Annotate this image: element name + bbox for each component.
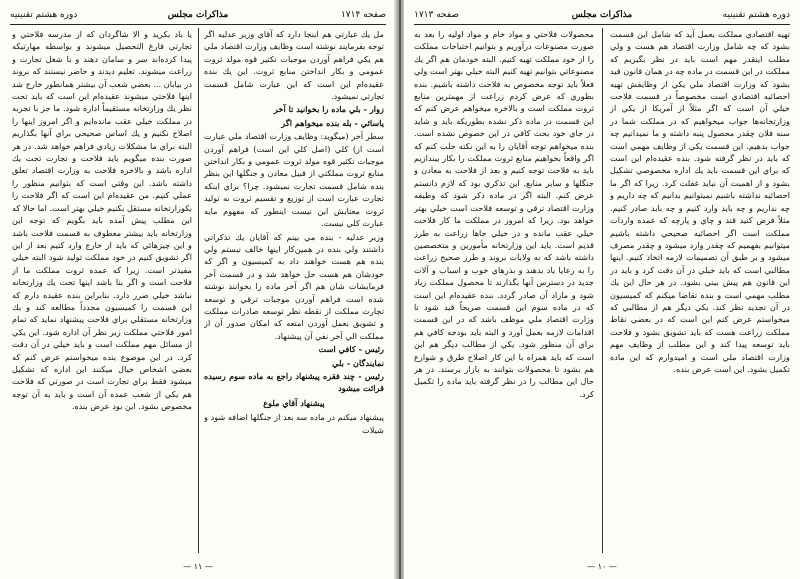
left-page-column-right bbox=[204, 28, 384, 553]
paragraph: يا باد بكريد و الا شاگردان كه از مدرسه فلاحتي و تجارتي فارغ التحصيل ميشوند و بواسطه مهارتيكه پيدا كرده‌اند سر و سامان دهند و با شغل تجارت و زراعت ميشوند. تعليم ديدند و حاضر نيستند كه بروند در بيابان ... بعضي شعب آن بيشتر همانطور خارج شد اينها فلاحتي ميشوند عقيده‌ام اين است كه بايد تحت نظر يك وزارتخانه مستقيماً اداره شود. ما جز با تجربه در مملكت خيلي عقب مانده‌ايم و اگر امروز اينها را اصلاح نكنيم و يك اساس صحيحي براي آنها بگذاريم البته براي ما مشكلات زيادي فراهم خواهد شد. در هر صورت بنده ميگويم بايد فلاحت و تجارت تحت يك اداره باشد و بالاخره فلاحت به وزارت اقتصاد تعلق داشته باشد. اين وقتي است كه بتوانيم منظور را عملي كنيم. من عقيده‌ام اين است كه اگر فلاحت را بكوزارتخانه مستقل بكنيم خيلي بهتر است. اما حالا كه اين مطلب پيش آمده بايد بگويم كه توجه اين وزارتخانه بايد بيشتر معطوف به قسمت فلاحت باشد و اين چيزهائي كه بايد از خارج وارد كنيم بعد از اين اگر تشويق كنيم در خود مملكت توليد شود البته خيلي مفيدتر است. زيرا كه عمده ثروت مملكت ما از فلاحت است و اگر بنا باشد اينها تحت يك وزارتخانه نباشد خيلي ضرر دارد. بنابراين بنده عقيده دارم كه اين قسمت را كميسيون مجدداً مطالعه كند و يك وزارتخانه مستقلي براي فلاحت پيشنهاد نمايد كه تمام امور فلاحتي مملكت زير نظر آن اداره شود. اين يكي از مسائل مهم مملكت است و بايد خيلي در آن دقت كرد. در اين موضوع بنده ميخواستم عرض كنم كه بعضي اشخاص خيال ميكنند اين اداره كه تشكيل ميشود فقط براي تجارت است در صورتي كه فلاحت هم يكي از شعب عمده آن است و بايد به آن توجه مخصوص بشود. اين بود عرض بنده. bbox=[12, 29, 192, 412]
left-page-column-left bbox=[12, 28, 192, 553]
left-header-rule bbox=[10, 24, 386, 25]
paragraph: محصولات فلاحتي و مواد خام و مواد اوليه را بعد به صورت مصنوعات درآوريم و بتوانيم احتياجات مملكت را از خود مملكت تهيه كنيم. البته خودمان هم اگر يك مصنوعاتي بتوانيم تهيه كنيم البته خيلي بهتر است ولي فعلاً بايد توجه مخصوص به فلاحت داشته باشيم. بنده بطوري كه عرض كردم زراعت از مهمترين منابع ثروت مملكت است و بالاخره ميخواهم عرض كنم كه اين قسمت در ماده ذكر نشده بطوريكه بايد و شايد در جاي خود بحث كافي در اين خصوص نشده است. بنده ميخواهم توجه آقايان را به اين نكته جلب كنم كه اگر واقعاً بخواهيم منابع ثروت مملكت را بكار بيندازيم بايد به فلاحت توجه كنيم و بعد از فلاحت به معادن و جنگلها و ساير منابع. اين تذكري بود كه لازم دانستم عرض كنم. البته اگر در ماده ذكر شود كه وظيفه وزارت اقتصاد ترقي و توسعه فلاحت است خيلي بهتر خواهد بود. زيرا كه امروز در مملكت ما كار فلاحت خيلي عقب مانده و در خيلي جاها زراعت به طرز قديم است. بايد اين وزارتخانه مأمورين و متخصصين داشته باشد كه به ولايات بروند و طرز صحيح زراعت را به رعايا ياد بدهند و بذرهاي خوب و اسباب و آلات جديد در دسترس آنها بگذارند تا محصول مملكت زياد شود و مازاد آن صادر گردد. بنده عقيده‌ام اين است كه در ماده سوم اين قسمت صريحاً قيد شود تا وزارت اقتصاد ملي موظف باشد كه در اين قسمت اقدامات لازمه بعمل آورد و البته بايد بودجه كافي هم براي آن منظور شود. يكي از مطالب ديگر هم اين است كه بايد همراه با اين كار اصلاح طرق و شوارع هم بشود تا محصولات بتوانند به بازار برسند. در هر حال اين مطالب را در نظر گرفته بايد ماده را تكميل كرد. bbox=[414, 29, 594, 399]
right-column-divider bbox=[602, 28, 603, 553]
right-page-title: مذاكرات مجلس bbox=[571, 10, 633, 20]
right-page-number: صفحه ۱۷۱۳ bbox=[414, 10, 460, 20]
speaker-line: ياسائي - بله بنده ميخواهم اگر bbox=[281, 117, 384, 128]
right-page-header bbox=[414, 8, 790, 22]
left-page-title: مذاكرات مجلس bbox=[167, 10, 229, 20]
paragraph: وزير عدليه - بنده مي بينم كه آقايان يك تذكراتي داشتند ولي بنده در همين‌كار اينها خالف نيستم ولي بنده هم هست خواهند داد به كميسيون و اگر كه خودشان هم هست حل خواهد شد و در قسمت آخر فرمايشات شان هم اگر آخر ماده را بخوانند نوشته شده است فراهم آوردن موجبات ترقي و توسعه تجارت مملكت از نقطه نظر توسعه صادرات مملكت و تشويق بعمل آوردن امتعه كه امكان صدور آن از مملكت الي آخر نفي آن پيشنهاد. bbox=[204, 231, 384, 341]
speaker-line: زوار - بلي ماده را بخوانيد تا آخر bbox=[273, 104, 384, 115]
paragraph: مل يك عبارتي هم اينجا دارد كه آقاي وزير عدليه اگر توجه بفرمايند نوشته است وظايف وزارت اقتصاد ملي هم يكي فراهم آوردن موجبات تكثير قوه مولد ثروت عمومي و بكار انداختن منابع ثروت. اين يك بنده عقيده‌ام اين است كه اين عبارت شامل قسمت تجارتي نميشود. bbox=[204, 29, 384, 102]
speaker-line: رئيس - كافي است bbox=[318, 344, 384, 355]
right-page-footer: — ۱۰ — bbox=[587, 562, 617, 571]
left-page-session: دوره هشتم تقنينيه bbox=[10, 10, 78, 20]
right-page-column-right bbox=[610, 28, 790, 553]
right-page-session: دوره هشتم تقنينيه bbox=[722, 10, 790, 20]
right-page bbox=[404, 0, 800, 579]
paragraph: سطر آخر (ميگويد: وظايف وزارت اقتصاد ملي عبارت است از) كلي (اصل كلي اين است) فراهم آوردن موجبات تكثير قوه مولد ثروت عمومي و بكار انداختن منابع ثروت مملكتي از قبيل معادن و جنگلها اين بنظر بنده شامل قسمت تجارت نميشود. چرا؟ براي اينكه تجارت عبارت است از توزيع و تقسيم ثروت نه توليد ثروت معنايش اين نيست اينطور كه مفهوم مايه عبارت كلي نيست. bbox=[204, 131, 384, 229]
right-page-column-left bbox=[414, 28, 594, 553]
left-page bbox=[0, 0, 396, 579]
left-page-footer: — ۱۱ — bbox=[183, 562, 213, 571]
left-column-divider bbox=[198, 28, 199, 553]
speaker-line: رئيس - چند فقره پيشنهاد راجع به ماده سوم رسيده قرائت ميشود bbox=[204, 370, 384, 394]
paragraph: تهيه اقتصادي مملكت بعمل آيد كه شامل اين قسمت بشود كه چه شامل وزارت اقتصاد هم هست و ولي مطلب اينقدر مهم است بايد در نظر بگيريم كه مملكت در اين قسمت در ماده چه در همان قانون قيد بشود كه وزارت اقتصاد ملي يكي از وظايفش تهيه احصائيه اقتصادي است مخصوصاً در قسمت فلاحت خيلي آن است كه اگر مثلاً از آمريكا از يكي از وزارتخانه‌ها جواب ميخواهيم كه در مملكت شما در سنه فلان چقدر محصول پنبه داشته و ما نميدانيم چه جواب بدهيم. اين قسمت يكي از وظايف مهمي است كه بايد در نظر گرفته شود. بنده عقيده‌ام اين است كه براي اين قسمت بايد يك اداره مخصوصي تشكيل بشود و از اهميت آن نبايد غفلت كرد. زيرا كه اگر ما احصائيه نداشته باشيم نميتوانيم بدانيم كه چه داريم و چه نداريم و چه بايد وارد كنيم و چه بايد صادر كنيم. مثلاً فرض كنيد قند و چاي و پارچه كه عمده واردات مملكت است اگر احصائيه صحيحي داشته باشيم ميتوانيم بفهميم كه چقدر وارد ميشود و چقدر مصرف ميشود و بر طبق آن تصميمات لازمه اتخاذ كنيم. اينها مطالبي است كه بايد خيلي در آن دقت كرد و بايد در اين قانون هم پيش بيني بشود. در هر حال اين يك مطلب مهمي است و بنده تقاضا ميكنم كه كميسيون در آن تجديد نظر كند. يكي ديگر هم از مطالبي كه ميخواستم عرض كنم اين است كه در بعضي نقاط مملكت زراعت هست كه بايد تشويق بشود و فلاحت بايد توسعه پيدا كند و اين مطلب از وظايف مهم وزارت اقتصاد ملي است و اميدوارم كه اين ماده تكميل بشود. اين است عرض بنده. bbox=[610, 29, 790, 374]
left-page-header bbox=[10, 8, 386, 22]
speaker-line: نمايندگان - بلي bbox=[332, 357, 384, 368]
left-page-number: صفحه ۱۷۱۴ bbox=[340, 10, 386, 20]
section-heading: پيشنهاد آقاي ملوع bbox=[263, 397, 325, 408]
paragraph: پيشنهاد ميكنم در ماده سه بعد از جنگلها اضافه شود و شيلات bbox=[204, 412, 384, 435]
right-header-rule bbox=[414, 24, 790, 25]
